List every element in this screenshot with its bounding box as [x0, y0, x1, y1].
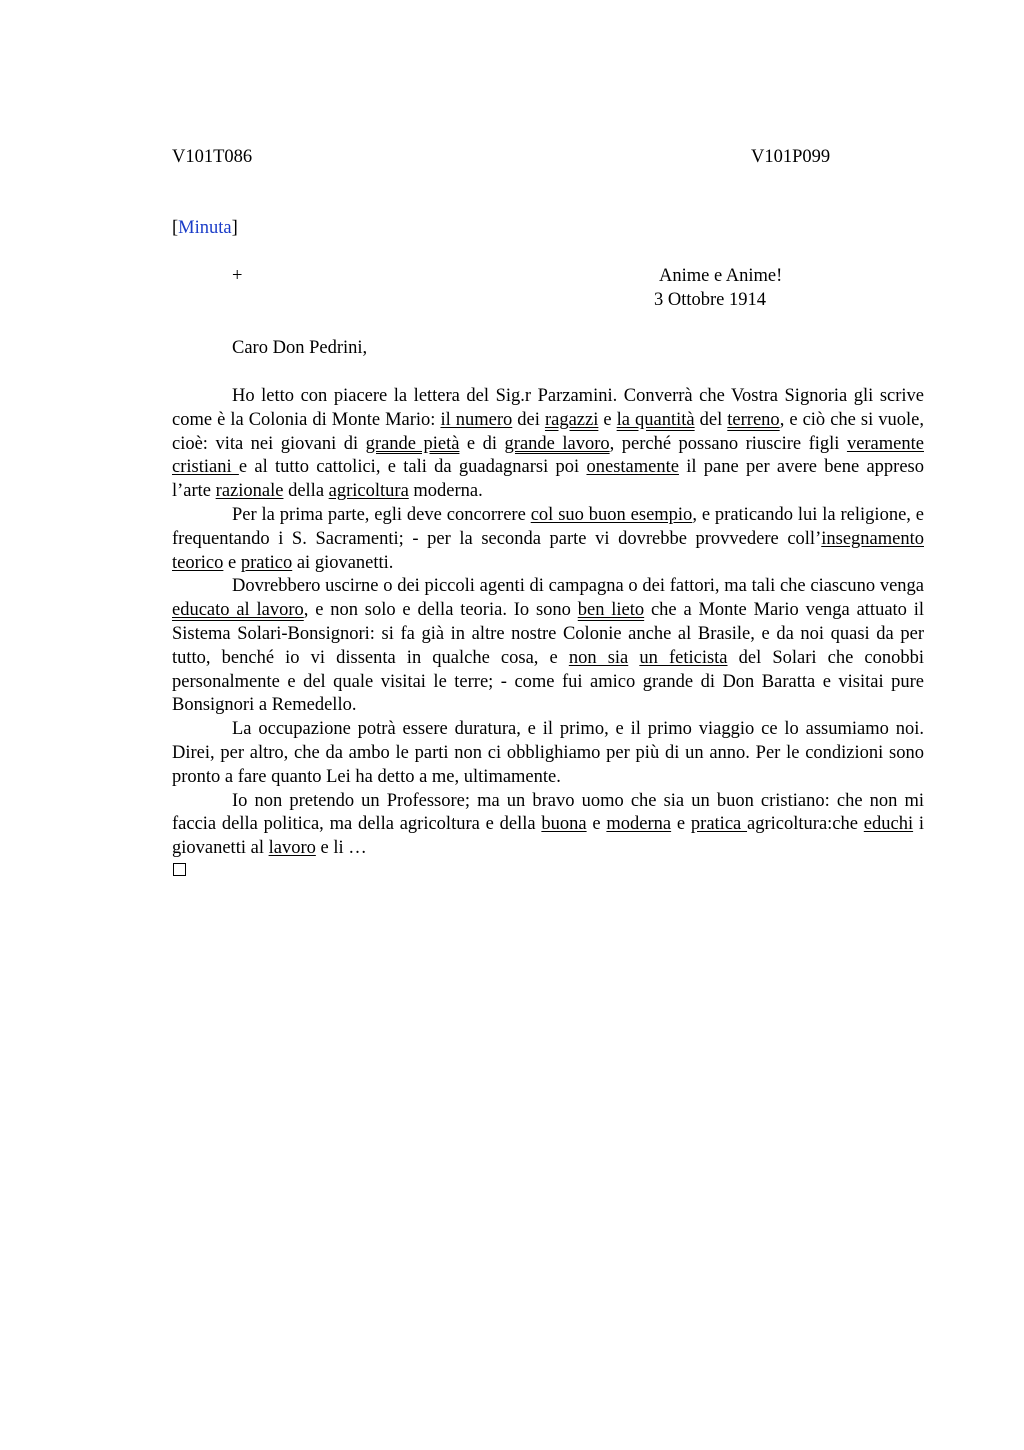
- minuta-text: Minuta: [178, 218, 232, 238]
- double-underlined-text: grande lavoro: [504, 433, 610, 454]
- underlined-text: educhi: [863, 814, 914, 835]
- underlined-text: razionale: [215, 481, 284, 502]
- minuta-label: [172, 218, 238, 239]
- text: e al tutto cattolici, e tali da guadagnarsi poi: [238, 457, 587, 478]
- underlined-text: insegnamento: [821, 528, 924, 549]
- text: e li …: [315, 838, 367, 859]
- text: moderna.: [408, 481, 483, 502]
- text: Dovrebbero uscirne o dei piccoli agenti di campagna o dei fattori, ma tali che ciascuno venga: [232, 576, 924, 597]
- underlined-text: non sia: [568, 647, 629, 668]
- paragraph-4: [172, 718, 924, 789]
- text: che a Monte Mario venga attuato il Sistema Solari-Bonsignori: si fa già in altre nostre Colonie anche al Brasile, e da noi quasi da per tutto, benché io vi dissenta in qualche cosa, e: [172, 600, 925, 668]
- underlined-text: un feticista: [639, 647, 728, 668]
- text: [628, 648, 639, 668]
- text: e di: [459, 433, 505, 454]
- text: il pane per avere bene appreso l’arte: [172, 457, 924, 502]
- double-underlined-text: ben lieto: [577, 600, 645, 621]
- text: , e non solo e della teoria. Io sono: [303, 600, 578, 621]
- text: del Solari che conobbi personalmente e del quale visitai le terre; - come fui amico grande di Don Baratta e visitai pure Bonsignori a Remedello.: [172, 647, 924, 716]
- bracket-open: [: [172, 218, 179, 238]
- text: , e ciò che si vuole, cioè: vita nei giovani di: [172, 409, 925, 454]
- paragraph-5: [172, 790, 924, 861]
- text: agricoltura:che: [747, 814, 864, 835]
- underlined-text: lavoro: [268, 838, 316, 859]
- letter-date: 3 Ottobre 1914: [654, 290, 767, 310]
- letter-body: [172, 385, 924, 861]
- text: Per la prima parte, egli deve concorrere: [232, 504, 531, 525]
- paragraph-2: [172, 504, 924, 575]
- text: , e praticando lui la religione, e frequentando i S. Sacramenti; - per la seconda parte vi dovrebbe provvedere coll’: [172, 504, 924, 549]
- underlined-text: onestamente: [586, 457, 679, 478]
- paragraph-1: [172, 385, 924, 504]
- underlined-text: buona: [541, 814, 587, 835]
- underlined-text: pratico: [240, 552, 293, 573]
- motto: Anime e Anime!: [659, 266, 783, 286]
- text: dei: [512, 409, 545, 430]
- text: e: [598, 409, 617, 430]
- text: e: [586, 814, 607, 835]
- text: ai giovanetti.: [292, 552, 394, 573]
- underlined-text: veramente cristiani: [172, 433, 924, 478]
- double-underlined-text: la quantità: [616, 409, 695, 430]
- page-reference-code: V101P099: [751, 147, 831, 167]
- greeting: Caro Don Pedrini,: [232, 338, 368, 358]
- underlined-text: pratica: [690, 814, 748, 835]
- bracket-close: ]: [231, 218, 238, 238]
- double-underlined-text: educato al lavoro: [172, 600, 304, 621]
- double-underlined-text: ragazzi: [544, 409, 599, 430]
- underlined-text: moderna: [606, 814, 672, 835]
- underlined-text: col suo buon esempio: [530, 504, 693, 525]
- text: e: [223, 552, 241, 573]
- underlined-text: il numero: [440, 409, 513, 430]
- document-reference-code: V101T086: [172, 147, 253, 167]
- text: della: [283, 481, 329, 502]
- text: , perché possano riuscire figli: [609, 433, 847, 454]
- text: del: [694, 409, 728, 430]
- double-underlined-text: grande pietà: [365, 433, 460, 454]
- text: e: [671, 814, 691, 835]
- underlined-text: agricoltura: [328, 481, 409, 502]
- text: Ho letto con piacere la lettera del Sig.r Parzamini. Converrà che Vostra Signoria gli scrive come è la Colonia di Monte Mario:: [172, 386, 924, 430]
- text: i giovanetti al: [172, 814, 925, 859]
- empty-square-icon: [173, 863, 186, 876]
- underlined-text: teorico: [172, 552, 224, 573]
- cross-symbol: +: [232, 266, 243, 286]
- text: Io non pretendo un Professore; ma un bravo uomo che sia un buon cristiano: che non mi faccia della politica, ma della agricoltura e della: [172, 790, 924, 835]
- paragraph-3: [172, 575, 924, 718]
- text: La occupazione potrà essere duratura, e il primo, e il primo viaggio ce lo assumiamo noi. Direi, per altro, che da ambo le parti non ci obblighiamo per più di un anno. Per le condizioni sono pronto a fare quanto Lei ha detto a me, ultimamente.: [172, 719, 924, 787]
- double-underlined-text: terreno: [727, 409, 780, 430]
